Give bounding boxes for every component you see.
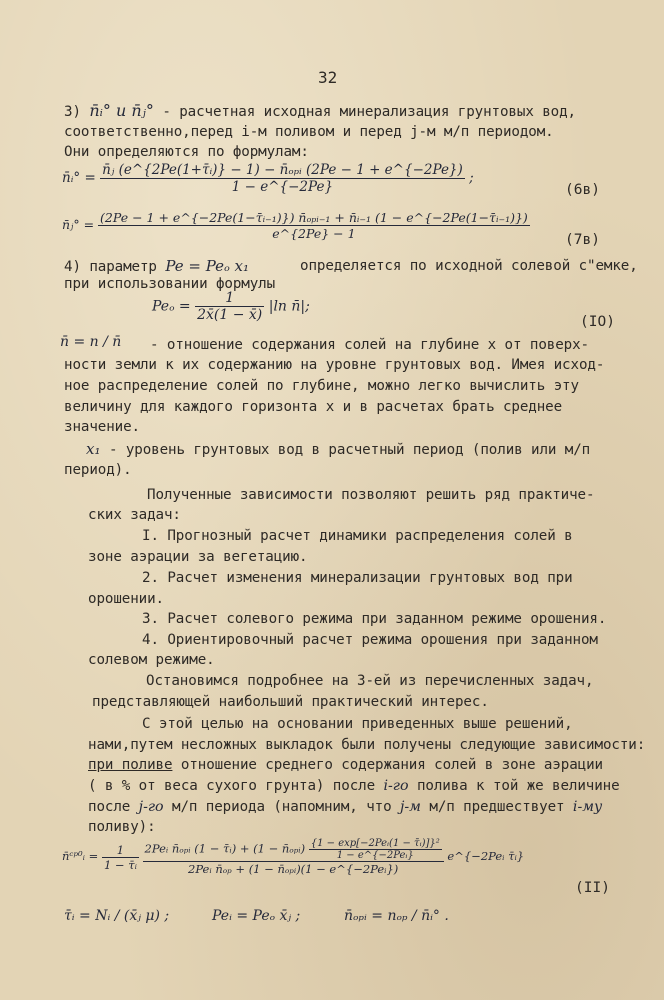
task4-line1: 4. Ориентировочный расчет режима орошения при заданном: [142, 632, 598, 648]
formula-10-number: (IO): [580, 314, 615, 330]
n-def-text1: - отношение содержания солей на глубине x от поверх-: [150, 337, 589, 353]
section3-text3: Они определяются по формулам:: [64, 144, 309, 160]
final-line3-rest: отношение среднего содержания солей в зоне аэрации: [180, 757, 603, 773]
x-def-symbol: x₁: [86, 440, 101, 458]
formula-7v-numerator: (2Pe − 1 + e^{−2Pe(1−τ̄ᵢ₋₁)}) n̄ₒₚᵢ₋₁ + n̄ᵢ₋₁ (1 − e^{−2Pe(1−τ̄ᵢ₋₁)}): [100, 210, 528, 225]
section4-label: 4) параметр: [64, 259, 157, 275]
formula-11-coef-num: 1: [102, 843, 139, 858]
section4-line1: [64, 257, 249, 276]
formula-6v-denominator: 1 − e^{−2Pe}: [231, 179, 334, 195]
tasks-intro2: ских задач:: [88, 507, 181, 523]
final-line5-b: м/п периода (напомним, что: [172, 799, 392, 815]
task4-line2: солевом режиме.: [88, 652, 215, 668]
final-line4-b: полива к той же величине: [416, 778, 620, 794]
final-line5-c: м/п предшествует: [429, 799, 565, 815]
task2-line1: 2. Расчет изменения минерализации грунтовых вод при: [142, 570, 573, 586]
formula-10-denominator: 2x̄(1 − x̄): [197, 307, 263, 323]
formula-11-main-numerator: [143, 838, 444, 862]
n-def-symbol: n̄ = n / n̄: [60, 334, 122, 350]
formula-11-coef-den: 1 − τ̄ᵢ: [103, 857, 137, 872]
formula-6v: [62, 162, 474, 195]
section3-text1: - расчетная исходная минерализация грунтовых вод,: [162, 104, 576, 120]
formula-6v-numerator: n̄ⱼ (e^{2Pe(1+τ̄ᵢ)} − 1) − n̄ₒₚᵢ (2Pe − 1 + e^{−2Pe}): [102, 162, 463, 178]
section4-symbol: Pe = Peₒ x₁: [165, 257, 250, 275]
formula-11: [62, 838, 524, 876]
x-def-text2: период).: [64, 462, 132, 478]
final-line5-sym2: j-м: [399, 799, 421, 815]
formula-10-lhs: Peₒ =: [152, 298, 191, 315]
formula-6v-number: (6в): [565, 182, 600, 198]
formula-7v-fraction: [98, 210, 530, 241]
task2-line2: орошении.: [88, 591, 164, 607]
page-number: 32: [318, 68, 338, 87]
n-def-text5: значение.: [64, 419, 140, 435]
n-def-line1: [60, 333, 121, 351]
formula-10-tail: |ln n̄|;: [268, 298, 310, 315]
final-line5: [88, 798, 602, 816]
final-line5-a: после: [88, 799, 131, 815]
final-line3: [88, 756, 603, 774]
formula-10-numerator: 1: [195, 290, 264, 307]
formula-11-coef: [102, 843, 139, 872]
final-line5-sym1: j-го: [138, 799, 164, 815]
formula-11-lhs: n̄ᶜᵖ⁰ᵢ =: [62, 849, 99, 863]
final-line4-sym: i-го: [383, 778, 409, 794]
section4-text2: при использовании формулы: [64, 276, 276, 292]
formula-11-number: (II): [575, 880, 610, 896]
section3-label: 3): [64, 104, 81, 120]
bottom-def-tau: τ̄ᵢ = Nᵢ / (x̄ⱼ μ) ;: [64, 908, 170, 924]
formula-10-fraction: [195, 290, 264, 323]
final-line3-underlined: при поливе: [88, 757, 173, 773]
formula-6v-tail: ;: [469, 170, 474, 186]
formula-11-exp-factor: e^{−2Peᵢ τ̄ᵢ}: [447, 849, 525, 863]
formula-6v-fraction: [100, 162, 465, 195]
stop-line1: Остановимся подробнее на 3-ей из перечисленных задач,: [146, 673, 594, 689]
task1-line2: зоне аэрации за вегетацию.: [88, 549, 308, 565]
formula-11-inner-top: {1 − exp[−2Peᵢ(1 − τ̄ᵢ)]}²: [310, 838, 440, 849]
task1-line1: I. Прогнозный расчет динамики распределения солей в: [142, 528, 573, 544]
formula-11-main-fraction: [143, 838, 444, 876]
n-def-text4: величину для каждого горизонта x и в расчетах брать среднее: [64, 399, 563, 415]
formula-11-numerator-rest: 2Peᵢ n̄ₒₚᵢ (1 − τ̄ᵢ) + (1 − n̄ₒₚᵢ): [144, 841, 306, 856]
formula-11-main-denominator: 2Peᵢ n̄ₒₚ + (1 − n̄ₒₚᵢ)(1 − e^{−2Peᵢ}): [188, 862, 399, 876]
formula-7v-number: (7в): [565, 232, 600, 248]
n-def-text2: ности земли к их содержанию на уровне грунтовых вод. Имея исход-: [64, 357, 605, 373]
section4-text1: определяется по исходной солевой с"емке,: [300, 258, 638, 274]
final-line6: поливу):: [88, 819, 156, 835]
task3-line: 3. Расчет солевого режима при заданном режиме орошения.: [142, 611, 607, 627]
formula-10: [152, 290, 310, 323]
final-line1: С этой целью на основании приведенных выше решений,: [142, 716, 573, 732]
section3-text2: соответственно,перед i-м поливом и перед j-м м/п периодом.: [64, 124, 554, 140]
x-def-line1: [86, 440, 590, 459]
final-line4: [88, 777, 620, 795]
bottom-def-pe: Peᵢ = Peₒ x̄ⱼ ;: [212, 908, 301, 924]
section3-line1: [64, 102, 576, 121]
formula-7v-lhs: n̄ⱼ° =: [62, 217, 95, 232]
n-def-text3: ное распределение солей по глубине, можно легко вычислить эту: [64, 378, 579, 394]
formula-7v-denominator: e^{2Pe} − 1: [272, 226, 356, 241]
final-line2: нами,путем несложных выкладок были получены следующие зависимости:: [88, 737, 646, 753]
stop-line2: представляющей наибольший практический интерес.: [92, 694, 489, 710]
formula-11-inner-bottom: 1 − e^{−2Peᵢ}: [336, 850, 414, 861]
x-def-text1: - уровень грунтовых вод в расчетный период (полив или м/п: [108, 442, 591, 458]
tasks-intro1: Полученные зависимости позволяют решить ряд практиче-: [147, 487, 595, 503]
formula-11-inner-fraction: [309, 838, 442, 861]
section3-symbols: n̄ᵢ° и n̄ⱼ°: [89, 101, 154, 120]
final-line5-sym3: i-му: [572, 799, 603, 815]
bottom-def-nopi: n̄ₒₚᵢ = nₒₚ / n̄ᵢ° .: [344, 908, 449, 924]
formula-7v: [62, 210, 530, 241]
formula-6v-lhs: n̄ᵢ° =: [62, 170, 96, 186]
final-line4-a: ( в % от веса сухого грунта) после: [88, 778, 376, 794]
